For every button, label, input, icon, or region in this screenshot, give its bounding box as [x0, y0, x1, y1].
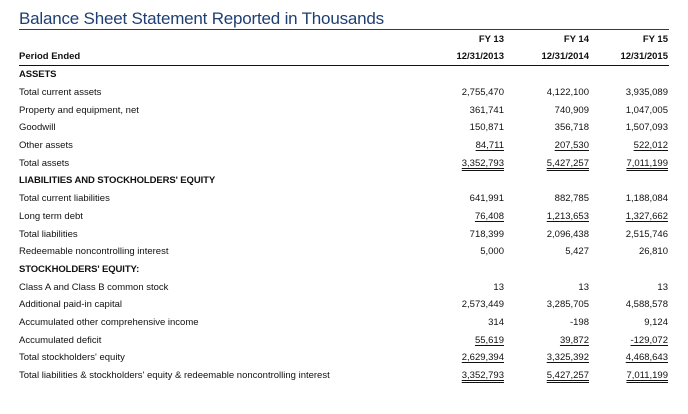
value-cell [427, 243, 505, 261]
section-header-row [19, 66, 669, 84]
row-label: Total current assets [19, 87, 102, 99]
row-value: 2,755,470 [461, 87, 504, 99]
value-cell [505, 367, 590, 385]
fiscal-year-header: FY 13 [478, 33, 504, 45]
period-date-header: 12/31/2015 [590, 47, 669, 66]
value-cell [590, 349, 669, 367]
value-cell [505, 66, 590, 84]
value-cell [590, 243, 669, 261]
row-value: 13 [578, 281, 589, 293]
section-label: LIABILITIES AND STOCKHOLDERS' EQUITY [19, 175, 216, 187]
section-label: ASSETS [19, 69, 57, 81]
value-cell [505, 208, 590, 226]
value-cell [505, 243, 590, 261]
fiscal-year-header-row [19, 31, 669, 47]
value-cell [590, 331, 669, 349]
value-cell [590, 101, 669, 119]
row-value: 522,012 [633, 140, 668, 152]
fiscal-year-header: FY 14 [563, 33, 589, 45]
row-value: 26,810 [638, 246, 668, 258]
row-label: Redeemable noncontrolling interest [19, 246, 169, 258]
row-value: 4,588,578 [625, 299, 668, 311]
row-value: -129,072 [630, 334, 668, 346]
value-cell [505, 314, 590, 332]
row-label: Total stockholders' equity [19, 352, 125, 364]
row-value: 2,573,449 [461, 299, 504, 311]
value-cell [427, 367, 505, 385]
table-row [19, 208, 669, 226]
value-cell [590, 66, 669, 84]
balance-sheet-table [19, 31, 669, 384]
row-label: Long term debt [19, 210, 83, 222]
title-divider [19, 29, 669, 30]
row-label: Accumulated other comprehensive income [19, 316, 199, 328]
value-cell [427, 66, 505, 84]
section-header-row [19, 261, 669, 279]
value-cell [505, 278, 590, 296]
value-cell [590, 172, 669, 190]
value-cell [505, 261, 590, 279]
row-value: 1,327,662 [625, 210, 668, 222]
value-cell [427, 101, 505, 119]
row-value: 314 [488, 316, 504, 328]
value-cell [427, 314, 505, 332]
period-date-header: 12/31/2014 [505, 47, 590, 66]
value-cell [427, 154, 505, 172]
row-label: Total current liabilities [19, 193, 110, 205]
header-blank-cell [19, 31, 427, 47]
value-cell [505, 349, 590, 367]
value-cell [590, 314, 669, 332]
row-value: 1,188,084 [625, 193, 668, 205]
value-cell [427, 172, 505, 190]
row-label: Additional paid-in capital [19, 299, 122, 311]
row-label: Other assets [19, 140, 73, 152]
row-label: Property and equipment, net [19, 104, 139, 116]
value-cell [427, 261, 505, 279]
section-header-row [19, 172, 669, 190]
value-cell [505, 119, 590, 137]
row-label: Total liabilities & stockholders' equity & redeemable noncontrolling interest [19, 370, 330, 382]
balance-sheet-rows [19, 66, 669, 385]
row-value: 55,619 [474, 334, 504, 346]
fiscal-year-header: FY 15 [642, 33, 668, 45]
row-value: 4,122,100 [546, 87, 589, 99]
value-cell [427, 349, 505, 367]
total-value: 3,352,793 [461, 157, 504, 169]
row-value: 882,785 [554, 193, 589, 205]
value-cell [427, 278, 505, 296]
value-cell [505, 154, 590, 172]
row-value: 361,741 [469, 104, 504, 116]
row-value: 207,530 [554, 140, 589, 152]
value-cell [427, 225, 505, 243]
row-value: 13 [657, 281, 668, 293]
table-row [19, 296, 669, 314]
row-value: 1,047,005 [625, 104, 668, 116]
row-value: 5,000 [480, 246, 504, 258]
value-cell [427, 84, 505, 102]
value-cell [427, 190, 505, 208]
period-header-row [19, 47, 669, 66]
total-value: 5,427,257 [546, 370, 589, 382]
row-value: 740,909 [554, 104, 589, 116]
table-row [19, 137, 669, 155]
row-value: 13 [493, 281, 504, 293]
row-value: 3,285,705 [546, 299, 589, 311]
page-title: Balance Sheet Statement Reported in Thousands [19, 9, 384, 28]
value-cell [427, 119, 505, 137]
row-value: 5,427 [565, 246, 589, 258]
row-label: Total liabilities [19, 228, 78, 240]
value-cell [590, 137, 669, 155]
row-value: 84,711 [475, 140, 504, 152]
table-row [19, 278, 669, 296]
row-label: Goodwill [19, 122, 56, 134]
row-value: 356,718 [554, 122, 589, 134]
value-cell [505, 101, 590, 119]
table-row [19, 331, 669, 349]
value-cell [427, 137, 505, 155]
row-value: 150,871 [469, 122, 504, 134]
value-cell [590, 208, 669, 226]
value-cell [590, 154, 669, 172]
table-row [19, 243, 669, 261]
value-cell [427, 208, 505, 226]
row-value: 2,629,394 [461, 352, 504, 364]
row-value: 718,399 [469, 228, 504, 240]
total-value: 7,011,199 [626, 370, 668, 382]
row-value: 1,213,653 [546, 210, 589, 222]
table-row [19, 314, 669, 332]
row-value: 2,515,746 [625, 228, 668, 240]
total-value: 7,011,199 [626, 157, 668, 169]
value-cell [505, 296, 590, 314]
table-row [19, 367, 669, 385]
row-label: Total assets [19, 157, 70, 169]
table-row [19, 101, 669, 119]
value-cell [590, 367, 669, 385]
row-value: 39,872 [559, 334, 589, 346]
total-value: 3,352,793 [461, 370, 504, 382]
row-value: -198 [569, 316, 589, 328]
period-date-header: 12/31/2013 [427, 47, 505, 66]
table-row [19, 190, 669, 208]
value-cell [505, 190, 590, 208]
total-value: 5,427,257 [546, 157, 589, 169]
row-value: 1,507,093 [625, 122, 668, 134]
row-value: 76,408 [474, 210, 504, 222]
value-cell [590, 278, 669, 296]
value-cell [590, 225, 669, 243]
row-value: 641,991 [469, 193, 504, 205]
table-row [19, 225, 669, 243]
table-row [19, 154, 669, 172]
value-cell [590, 190, 669, 208]
row-label: Accumulated deficit [19, 334, 102, 346]
value-cell [427, 296, 505, 314]
value-cell [590, 261, 669, 279]
value-cell [590, 119, 669, 137]
row-value: 3,935,089 [625, 87, 668, 99]
table-row [19, 349, 669, 367]
row-label: Class A and Class B common stock [19, 281, 169, 293]
table-row [19, 84, 669, 102]
value-cell [427, 331, 505, 349]
value-cell [505, 225, 590, 243]
row-value: 3,325,392 [546, 352, 589, 364]
value-cell [505, 172, 590, 190]
value-cell [590, 296, 669, 314]
value-cell [505, 137, 590, 155]
table-row [19, 119, 669, 137]
row-value: 4,468,643 [625, 352, 668, 364]
row-value: 2,096,438 [546, 228, 589, 240]
period-ended-label: Period Ended [19, 47, 427, 66]
value-cell [505, 331, 590, 349]
value-cell [505, 84, 590, 102]
section-label: STOCKHOLDERS' EQUITY: [19, 263, 140, 275]
row-value: 9,124 [644, 316, 668, 328]
value-cell [590, 84, 669, 102]
